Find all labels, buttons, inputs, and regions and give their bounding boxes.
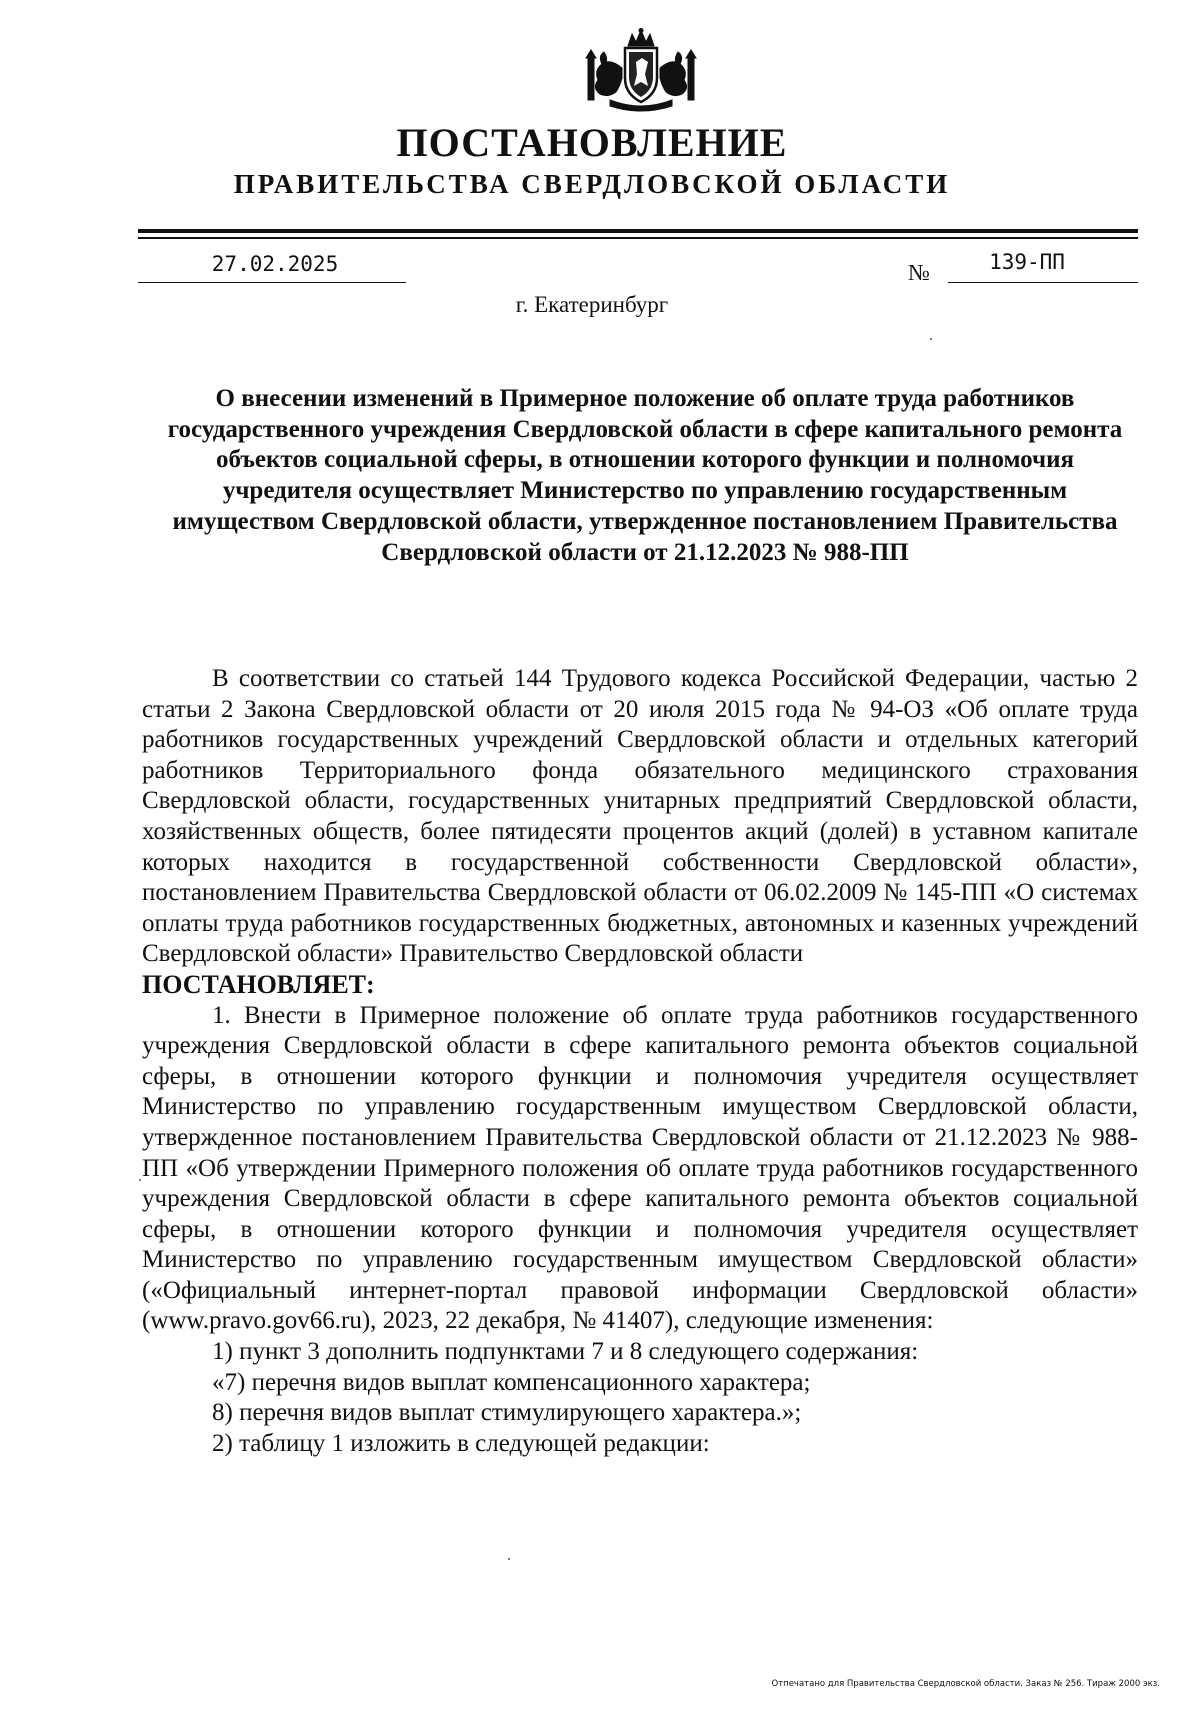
document-title: ПОСТАНОВЛЕНИЕ [396, 120, 788, 165]
coat-of-arms-icon [572, 28, 710, 112]
document-subject: О внесении изменений в Примерное положение об оплате труда работников государственного учреждения Свердловской области в сфере капитального ремонта объектов социальной сферы, в отношении которого функции и полномочия учредителя осуществляет Министерство по управлению государственным имуществом Свердловской области, утвержденное постановлением Правительства Свердловской области от 21.12.2023 № 988-ПП [167, 385, 1123, 566]
document-subtitle: ПРАВИТЕЛЬСТВА СВЕРДЛОВСКОЙ ОБЛАСТИ [233, 169, 951, 199]
preamble-paragraph: В соответствии со статьей 144 Трудового кодекса Российской Федерации, частью 2 статьи 2 Закона Свердловской области от 20 июля 2015 года № 94-ОЗ «Об оплате труда работников государственных учреждений Свердловской области и отдельных категорий работников Территориального фонда обязательного медицинского страхования Свердловской области, государственных унитарных предприятий Свердловской области, хозяйственных обществ, более пятидесяти процентов акций (долей) в уставном капитале которых находится в государственной собственности Свердловской области», постановлением Правительства Свердловской области от 06.02.2009 № 145-ПП «О системах оплаты труда работников государственных бюджетных, автономных и казенных учреждений Свердловской области» Правительство Свердловской области [142, 665, 1138, 968]
document-number: 139-ПП [989, 250, 1065, 274]
subitem-1-7: «7) перечня видов выплат компенсационного характера; [212, 1368, 811, 1396]
date-underline [138, 282, 406, 283]
header-rule-thin [138, 237, 1138, 239]
document-city: г. Екатеринбург [515, 292, 669, 317]
postanovlyaet-heading: ПОСТАНОВЛЯЕТ: [142, 969, 375, 999]
header-rule-thick [138, 229, 1138, 233]
scan-speck [930, 338, 932, 340]
print-footer: Отпечатано для Правительства Свердловской области. Заказ № 256. Тираж 2000 экз. [771, 1679, 1160, 1689]
document-date: 27.02.2025 [211, 252, 339, 276]
scan-speck [139, 1179, 141, 1181]
item-1-paragraph: 1. Внести в Примерное положение об оплате труда работников государственного учреждения Свердловской области в сфере капитального ремонта объектов социальной сферы, в отношении которого функции и полномочия учредителя осуществляет Министерство по управлению государственным имуществом Свердловской области, утвержденное постановлением Правительства Свердловской области от 21.12.2023 № 988-ПП «Об утверждении Примерного положения об оплате труда работников государственного учреждения Свердловской области в сфере капитального ремонта объектов социальной сферы, в отношении которого функции и полномочия учредителя осуществляет Министерство по управлению государственным имуществом Свердловской области» («Официальный интернет-портал правовой информации Свердловской области» (www.pravo.gov66.ru), 2023, 22 декабря, № 41407), следующие изменения: [142, 1001, 1138, 1335]
subitem-2: 2) таблицу 1 изложить в следующей редакции: [212, 1429, 710, 1457]
number-sign: № [908, 260, 930, 285]
scan-speck [508, 1558, 510, 1560]
document-body [142, 664, 1138, 1459]
subitem-1: 1) пункт 3 дополнить подпунктами 7 и 8 следующего содержания: [212, 1338, 919, 1366]
subitem-1-8: 8) перечня видов выплат стимулирующего характера.»; [212, 1399, 802, 1427]
number-underline [948, 282, 1138, 283]
